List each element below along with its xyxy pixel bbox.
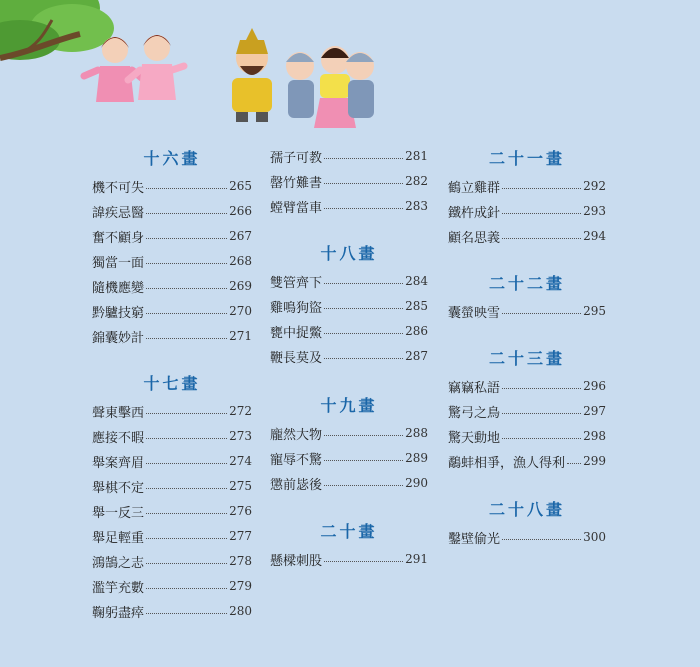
toc-entry[interactable] <box>448 375 606 397</box>
toc-entry[interactable] <box>270 320 428 342</box>
dot-leader <box>324 208 403 209</box>
entry-page: 266 <box>229 204 252 218</box>
dot-leader <box>146 438 227 439</box>
entry-page: 297 <box>583 404 606 418</box>
entry-page: 288 <box>405 426 428 440</box>
toc-entry[interactable] <box>92 225 252 247</box>
entry-title: 鷸蚌相爭，漁人得利 <box>448 455 566 471</box>
entry-page: 290 <box>405 476 428 490</box>
entry-page: 295 <box>583 304 606 318</box>
toc-entry[interactable] <box>92 425 252 447</box>
dot-leader <box>502 238 581 239</box>
entry-title: 濫竽充數 <box>92 580 145 596</box>
entry-page: 284 <box>405 274 428 288</box>
entry-page: 300 <box>583 530 606 544</box>
toc-entry[interactable] <box>270 472 428 494</box>
dot-leader <box>146 213 227 214</box>
section-heading: 十七畫 <box>143 374 201 393</box>
entry-title: 竊竊私語 <box>448 380 501 396</box>
dot-leader <box>324 435 403 436</box>
toc-entry[interactable] <box>92 400 252 422</box>
dot-leader <box>324 283 403 284</box>
toc-entry[interactable] <box>448 400 606 422</box>
section-heading: 二十三畫 <box>488 349 565 368</box>
toc-entry[interactable] <box>92 200 252 222</box>
section-heading: 十八畫 <box>320 244 378 263</box>
dot-leader <box>502 539 581 540</box>
toc-entry[interactable] <box>270 548 428 570</box>
entry-title: 獨當一面 <box>92 255 145 271</box>
entry-title: 機不可失 <box>92 180 145 196</box>
toc-entry[interactable] <box>448 200 606 222</box>
toc-entry[interactable] <box>448 300 606 322</box>
dot-leader <box>146 513 227 514</box>
dot-leader <box>146 413 227 414</box>
dot-leader <box>502 188 581 189</box>
general-illustration <box>232 28 272 122</box>
toc-entry[interactable] <box>270 170 428 192</box>
entry-page: 272 <box>229 404 252 418</box>
entry-title: 鑿壁偷光 <box>448 531 501 547</box>
dot-leader <box>502 313 581 314</box>
entry-page: 286 <box>405 324 428 338</box>
toc-entry[interactable] <box>270 270 428 292</box>
entry-title: 鞭長莫及 <box>270 350 323 366</box>
entry-page: 277 <box>229 529 252 543</box>
toc-entry[interactable] <box>270 345 428 367</box>
toc-entry[interactable] <box>92 500 252 522</box>
dot-leader <box>324 183 403 184</box>
entry-page: 299 <box>583 454 606 468</box>
entry-title: 懸樑刺股 <box>270 553 323 569</box>
dot-leader <box>146 188 227 189</box>
toc-entry[interactable] <box>448 425 606 447</box>
dot-leader <box>146 488 227 489</box>
entry-page: 292 <box>583 179 606 193</box>
dot-leader <box>146 588 227 589</box>
entry-title: 聲東擊西 <box>92 405 145 421</box>
entry-page: 294 <box>583 229 606 243</box>
toc-entry[interactable] <box>92 575 252 597</box>
dot-leader <box>502 438 581 439</box>
entry-page: 289 <box>405 451 428 465</box>
dot-leader <box>324 358 403 359</box>
toc-entry[interactable] <box>92 550 252 572</box>
toc-entry[interactable] <box>92 250 252 272</box>
toc-entry[interactable] <box>92 450 252 472</box>
toc-entry[interactable] <box>270 422 428 444</box>
dot-leader <box>567 463 581 464</box>
entry-title: 囊螢映雪 <box>448 305 501 321</box>
dot-leader <box>146 538 227 539</box>
entry-page: 298 <box>583 429 606 443</box>
dot-leader <box>502 388 581 389</box>
entry-title: 黔驢技窮 <box>92 305 145 321</box>
dot-leader <box>324 158 403 159</box>
dot-leader <box>324 333 403 334</box>
entry-page: 287 <box>405 349 428 363</box>
entry-title: 諱疾忌醫 <box>92 205 145 221</box>
toc-entry[interactable] <box>92 325 252 347</box>
entry-title: 驚天動地 <box>448 430 501 446</box>
section-heading: 十九畫 <box>320 396 378 415</box>
entry-page: 285 <box>405 299 428 313</box>
dot-leader <box>146 288 227 289</box>
entry-title: 雙管齊下 <box>270 275 323 291</box>
section-heading: 二十二畫 <box>488 274 565 293</box>
entry-title: 舉案齊眉 <box>92 455 145 471</box>
entry-page: 281 <box>405 149 428 163</box>
toc-entry[interactable] <box>270 295 428 317</box>
section-heading: 二十畫 <box>320 522 378 541</box>
entry-title: 孺子可教 <box>270 150 323 166</box>
entry-page: 296 <box>583 379 606 393</box>
entry-page: 267 <box>229 229 252 243</box>
entry-title: 鶴立雞群 <box>448 180 501 196</box>
entry-title: 顧名思義 <box>448 230 501 246</box>
entry-title: 應接不暇 <box>92 430 145 446</box>
entry-title: 寵辱不驚 <box>270 452 323 468</box>
entry-title: 甕中捉鱉 <box>270 325 323 341</box>
entry-title: 奮不顧身 <box>92 230 145 246</box>
toc-entry[interactable] <box>270 447 428 469</box>
entry-title: 隨機應變 <box>92 280 145 296</box>
toc-entry[interactable] <box>92 475 252 497</box>
dot-leader <box>146 238 227 239</box>
entry-page: 271 <box>229 329 252 343</box>
section-heading: 二十八畫 <box>488 500 565 519</box>
entry-title: 舉足輕重 <box>92 530 145 546</box>
entry-page: 275 <box>229 479 252 493</box>
entry-page: 274 <box>229 454 252 468</box>
entry-page: 276 <box>229 504 252 518</box>
entry-page: 283 <box>405 199 428 213</box>
dot-leader <box>146 263 227 264</box>
entry-page: 291 <box>405 552 428 566</box>
dot-leader <box>324 561 403 562</box>
toc-entry[interactable] <box>270 145 428 167</box>
toc-entry[interactable] <box>92 525 252 547</box>
section-heading: 二十一畫 <box>488 149 565 168</box>
dot-leader <box>146 613 227 614</box>
entry-title: 螳臂當車 <box>270 200 323 216</box>
toc-entry[interactable] <box>92 175 252 197</box>
dot-leader <box>146 463 227 464</box>
header-illustration <box>0 0 700 140</box>
toc-entry[interactable] <box>448 450 606 472</box>
toc-entry[interactable] <box>448 175 606 197</box>
entry-title: 罄竹難書 <box>270 175 323 191</box>
toc-entry[interactable] <box>92 275 252 297</box>
entry-page: 265 <box>229 179 252 193</box>
entry-page: 282 <box>405 174 428 188</box>
dot-leader <box>324 485 403 486</box>
entry-page: 278 <box>229 554 252 568</box>
guards-illustration <box>286 46 374 128</box>
entry-title: 鐵杵成針 <box>448 205 501 221</box>
entry-page: 280 <box>229 604 252 618</box>
dot-leader <box>324 460 403 461</box>
dot-leader <box>146 563 227 564</box>
tree-illustration <box>0 0 114 60</box>
entry-title: 鴻鵠之志 <box>92 555 145 571</box>
entry-page: 279 <box>229 579 252 593</box>
entry-title: 舉棋不定 <box>92 480 145 496</box>
entry-title: 雞鳴狗盜 <box>270 300 323 316</box>
entry-title: 驚弓之鳥 <box>448 405 501 421</box>
entry-page: 270 <box>229 304 252 318</box>
toc-entry[interactable] <box>270 195 428 217</box>
entry-page: 293 <box>583 204 606 218</box>
toc-entry[interactable] <box>448 526 606 548</box>
entry-title: 龐然大物 <box>270 427 323 443</box>
dot-leader <box>502 213 581 214</box>
entry-title: 舉一反三 <box>92 505 145 521</box>
entry-page: 268 <box>229 254 252 268</box>
entry-title: 懲前毖後 <box>270 477 323 493</box>
section-heading: 十六畫 <box>143 149 201 168</box>
entry-page: 269 <box>229 279 252 293</box>
toc-entry[interactable] <box>92 300 252 322</box>
toc-entry[interactable] <box>92 600 252 622</box>
entry-title: 錦囊妙計 <box>92 330 145 346</box>
toc-entry[interactable] <box>448 225 606 247</box>
dot-leader <box>146 313 227 314</box>
dot-leader <box>146 338 227 339</box>
entry-title: 鞠躬盡瘁 <box>92 605 145 621</box>
dot-leader <box>324 308 403 309</box>
entry-page: 273 <box>229 429 252 443</box>
dot-leader <box>502 413 581 414</box>
